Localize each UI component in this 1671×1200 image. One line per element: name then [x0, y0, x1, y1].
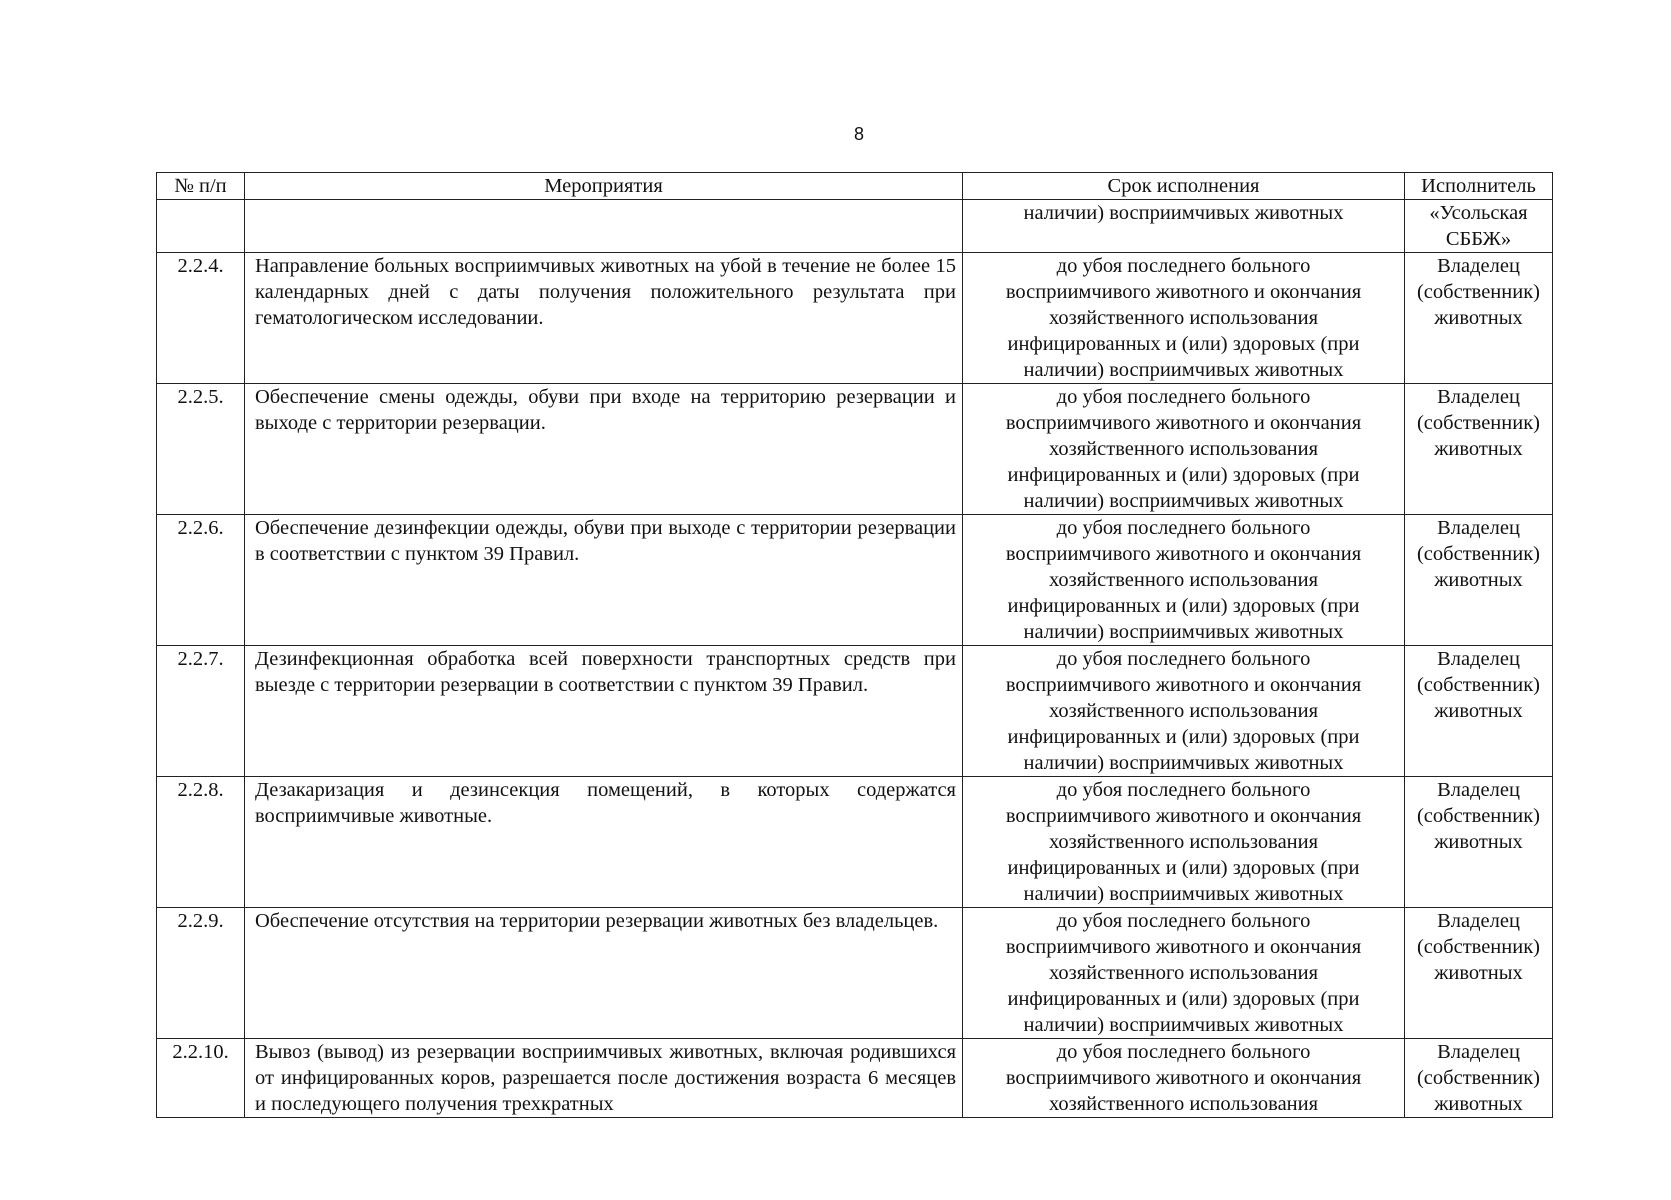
executor-line: (собственник) — [1416, 805, 1541, 827]
table-row — [157, 253, 1553, 384]
row-deadline — [963, 908, 1405, 1039]
deadline-line: наличии) восприимчивых животных — [1023, 752, 1344, 774]
row-deadline — [963, 1039, 1405, 1118]
executor-line: Владелец — [1437, 517, 1520, 539]
executor-line: (собственник) — [1416, 281, 1541, 303]
executor-line: животных — [1434, 569, 1523, 591]
row-activity: Дезакаризация и дезинсекция помещений, в которых содержатся восприимчивые животные. — [245, 777, 963, 908]
deadline-line: инфицированных и (или) здоровых (при — [1007, 726, 1360, 748]
row-activity: Дезинфекционная обработка всей поверхности транспортных средств при выезде с территории резервации в соответствии с пунктом 39 Правил. — [245, 646, 963, 777]
row-num: 2.2.10. — [157, 1039, 245, 1118]
header-num: № п/п — [157, 173, 245, 200]
executor-line: (собственник) — [1416, 412, 1541, 434]
deadline-line: хозяйственного использования — [1048, 962, 1319, 984]
deadline-line: восприимчивого животного и окончания — [1005, 412, 1362, 434]
executor-line: животных — [1434, 1093, 1523, 1115]
executor-line: (собственник) — [1416, 543, 1541, 565]
deadline-line: наличии) восприимчивых животных — [1023, 359, 1344, 381]
table-row — [157, 646, 1553, 777]
executor-line: Владелец — [1437, 648, 1520, 670]
row-executor — [1405, 777, 1553, 908]
executor-line: Владелец — [1437, 1041, 1520, 1063]
table-row — [157, 515, 1553, 646]
executor-line: животных — [1434, 307, 1523, 329]
row-deadline — [963, 384, 1405, 515]
row-num: 2.2.6. — [157, 515, 245, 646]
row-executor — [1405, 1039, 1553, 1118]
row-num: 2.2.5. — [157, 384, 245, 515]
deadline-line: хозяйственного использования — [1048, 831, 1319, 853]
row-deadline — [963, 253, 1405, 384]
deadline-line: наличии) восприимчивых животных — [1023, 1014, 1344, 1036]
executor-line: (собственник) — [1416, 936, 1541, 958]
table-row-continuation — [157, 200, 1553, 253]
executor-line: (собственник) — [1416, 1067, 1541, 1089]
deadline-line: восприимчивого животного и окончания — [1005, 1067, 1362, 1089]
deadline-line: до убоя последнего больного — [1056, 517, 1311, 539]
executor-line: животных — [1434, 700, 1523, 722]
deadline-line: инфицированных и (или) здоровых (при — [1007, 333, 1360, 355]
table-row — [157, 384, 1553, 515]
header-deadline: Срок исполнения — [963, 173, 1405, 200]
row-activity — [245, 200, 963, 253]
executor-line: животных — [1434, 438, 1523, 460]
row-num: 2.2.4. — [157, 253, 245, 384]
deadline-line: наличии) восприимчивых животных — [1023, 621, 1344, 643]
table-row — [157, 908, 1553, 1039]
row-num — [157, 200, 245, 253]
row-executor — [1405, 253, 1553, 384]
header-executor: Исполнитель — [1405, 173, 1553, 200]
row-activity: Обеспечение смены одежды, обуви при входе на территорию резервации и выходе с территории резервации. — [245, 384, 963, 515]
page-number: 8 — [853, 124, 864, 144]
executor-line: животных — [1434, 831, 1523, 853]
deadline-line: до убоя последнего больного — [1056, 648, 1311, 670]
deadline-line: наличии) восприимчивых животных — [1023, 883, 1344, 905]
deadline-line: хозяйственного использования — [1048, 307, 1319, 329]
deadline-line: до убоя последнего больного — [1056, 1041, 1311, 1063]
executor-line: «Усольская — [1429, 202, 1528, 224]
executor-line: Владелец — [1437, 779, 1520, 801]
executor-line: животных — [1434, 962, 1523, 984]
executor-line: Владелец — [1437, 255, 1520, 277]
table-header-row — [157, 173, 1553, 200]
row-executor — [1405, 200, 1553, 253]
deadline-line: до убоя последнего больного — [1056, 255, 1311, 277]
deadline-line: восприимчивого животного и окончания — [1005, 674, 1362, 696]
deadline-line: хозяйственного использования — [1048, 700, 1319, 722]
row-num: 2.2.8. — [157, 777, 245, 908]
header-activity: Мероприятия — [245, 173, 963, 200]
executor-line: (собственник) — [1416, 674, 1541, 696]
deadline-line: инфицированных и (или) здоровых (при — [1007, 857, 1360, 879]
deadline-line: хозяйственного использования — [1048, 438, 1319, 460]
executor-line: СББЖ» — [1445, 228, 1512, 250]
deadline-line: до убоя последнего больного — [1056, 386, 1311, 408]
deadline-line: инфицированных и (или) здоровых (при — [1007, 595, 1360, 617]
deadline-line: восприимчивого животного и окончания — [1005, 281, 1362, 303]
row-deadline — [963, 646, 1405, 777]
row-activity: Обеспечение дезинфекции одежды, обуви при выходе с территории резервации в соответствии с пунктом 39 Правил. — [245, 515, 963, 646]
row-num: 2.2.7. — [157, 646, 245, 777]
deadline-line: до убоя последнего больного — [1056, 779, 1311, 801]
deadline-line: восприимчивого животного и окончания — [1005, 805, 1362, 827]
deadline-line: восприимчивого животного и окончания — [1005, 936, 1362, 958]
row-activity: Направление больных восприимчивых животных на убой в течение не более 15 календарных дней с даты получения положительного результата при гематологическом исследовании. — [245, 253, 963, 384]
row-activity: Вывоз (вывод) из резервации восприимчивых животных, включая родившихся от инфицированных коров, разрешается после достижения возраста 6 месяцев и последующего получения трехкратных — [245, 1039, 963, 1118]
deadline-line: хозяйственного использования — [1048, 1093, 1319, 1115]
row-deadline — [963, 515, 1405, 646]
executor-line: Владелец — [1437, 910, 1520, 932]
row-executor — [1405, 908, 1553, 1039]
executor-line: Владелец — [1437, 386, 1520, 408]
deadline-line: инфицированных и (или) здоровых (при — [1007, 988, 1360, 1010]
row-num: 2.2.9. — [157, 908, 245, 1039]
row-deadline — [963, 777, 1405, 908]
deadline-line: наличии) восприимчивых животных — [1023, 490, 1344, 512]
deadline-line: хозяйственного использования — [1048, 569, 1319, 591]
row-activity: Обеспечение отсутствия на территории резервации животных без владельцев. — [245, 908, 963, 1039]
deadline-line: инфицированных и (или) здоровых (при — [1007, 464, 1360, 486]
table-row — [157, 1039, 1553, 1118]
row-executor — [1405, 515, 1553, 646]
deadline-line: до убоя последнего больного — [1056, 910, 1311, 932]
row-executor — [1405, 384, 1553, 515]
table-row — [157, 777, 1553, 908]
measures-table — [156, 172, 1553, 1118]
row-executor — [1405, 646, 1553, 777]
row-deadline: наличии) восприимчивых животных — [963, 200, 1405, 253]
deadline-line: восприимчивого животного и окончания — [1005, 543, 1362, 565]
